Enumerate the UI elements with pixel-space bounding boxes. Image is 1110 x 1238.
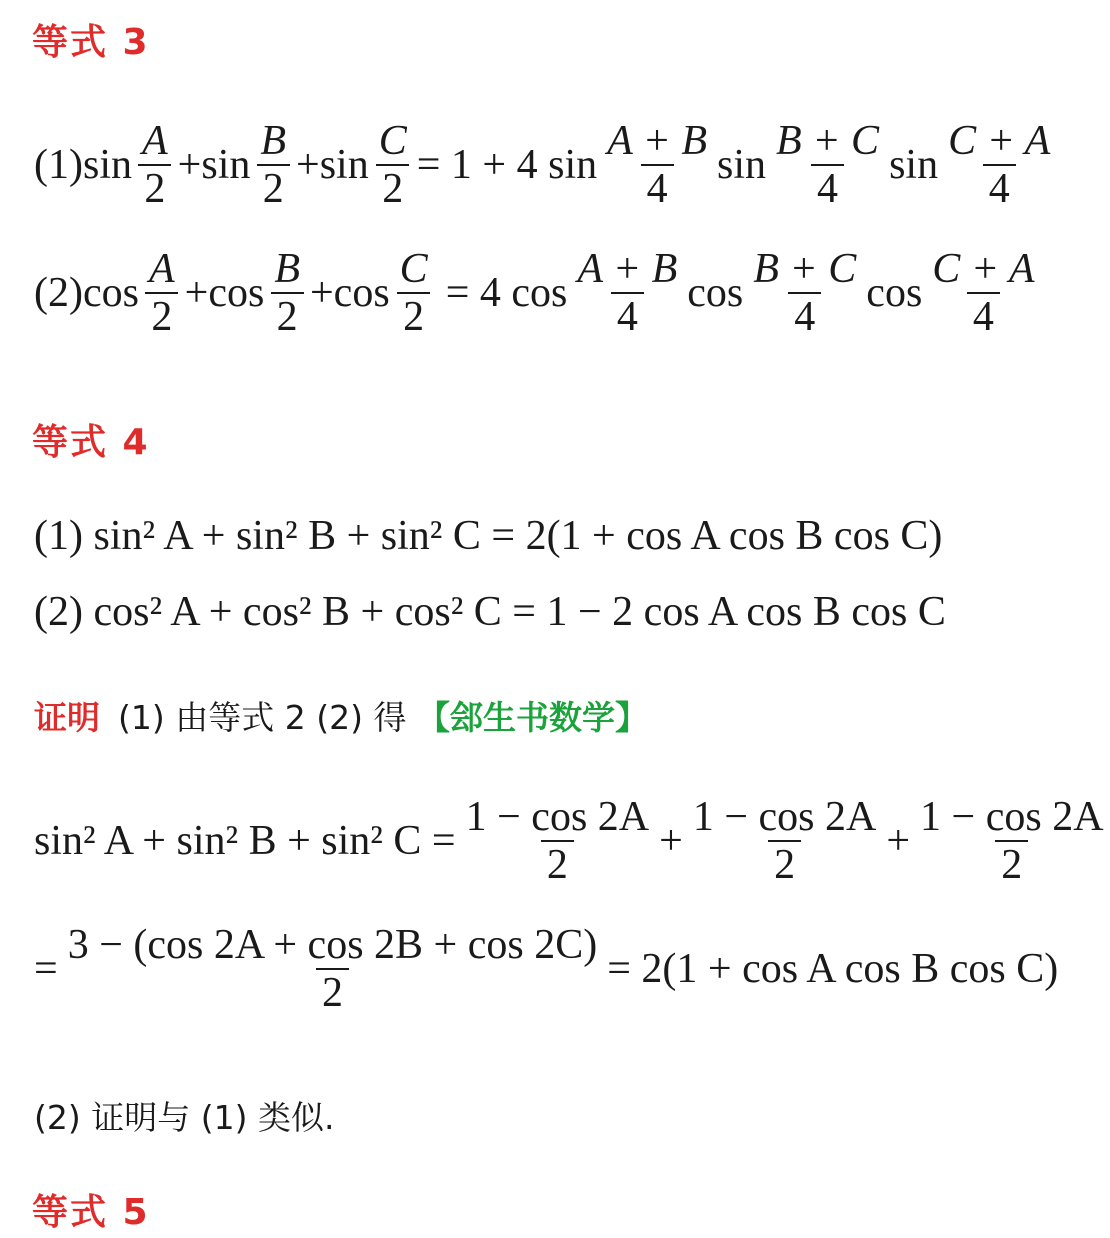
frac-1-cos2a-over-2: $\frac{1 - \cos 2A}{2}$ xyxy=(692,794,877,889)
eq3-l2-fn3: cos xyxy=(333,270,390,317)
frac-ab-over-4: $\frac{A + B}{4}$ xyxy=(607,118,708,213)
plus-sign: + xyxy=(184,270,209,317)
frac-c-over-2: $\frac{C}{2}$ xyxy=(373,118,413,212)
eq3-l1-fn5: sin xyxy=(889,142,939,189)
frac-ca-over-4: $\frac{C + A}{4}$ xyxy=(932,246,1035,341)
proof-lhs: sin² A + sin² B + sin² C = xyxy=(34,818,456,865)
frac-1-cos2a-over-2: $\frac{1 - \cos 2A}{2}$ xyxy=(920,794,1104,889)
plus-sign: + xyxy=(309,270,334,317)
proof-line-2 xyxy=(34,922,1059,1017)
eq3-l1-fn3: sin xyxy=(319,142,369,189)
plus-sign: + xyxy=(296,142,320,189)
eq3-line-1 xyxy=(34,118,1050,212)
frac-sum-over-2: $\frac{3 - (\cos 2A + \cos 2B + \cos 2C)}{2}$ xyxy=(67,922,598,1017)
heading-eq5: 等式 5 xyxy=(32,1192,150,1233)
watermark-label: 【郐生书数学】 xyxy=(416,698,648,737)
frac-a-over-2: $\frac{A}{2}$ xyxy=(136,118,174,212)
heading-eq3: 等式 3 xyxy=(32,22,150,63)
proof-label: 证明 xyxy=(34,698,100,737)
eq3-l2-label: (2) xyxy=(34,270,83,317)
eq3-l2-rhs: = 4 cos xyxy=(445,270,568,317)
plus-sign: + xyxy=(177,142,202,189)
eq3-l2-fn1: cos xyxy=(82,270,139,317)
eq3-l2-fn4: cos xyxy=(687,270,744,317)
plus-sign: + xyxy=(886,818,911,865)
heading-eq4: 等式 4 xyxy=(32,422,150,463)
frac-1-cos2a-over-2: $\frac{1 - \cos 2A}{2}$ xyxy=(465,794,650,889)
frac-b-over-2: $\frac{B}{2}$ xyxy=(254,118,292,212)
plus-sign: + xyxy=(659,818,683,865)
proof-l2-rhs: = 2(1 + cos A cos B cos C) xyxy=(607,946,1059,993)
eq3-l2-fn2: cos xyxy=(208,270,265,317)
frac-ca-over-4: $\frac{C + A}{4}$ xyxy=(948,118,1051,213)
eq4-l2-text: (2) cos² A + cos² B + cos² C = 1 − 2 cos A cos B cos C xyxy=(34,589,946,635)
eq4-l1-text: (1) sin² A + sin² B + sin² C = 2(1 + cos A cos B cos C) xyxy=(34,513,943,559)
proof-text: (1) 由等式 2 (2) 得 xyxy=(118,698,407,737)
eq3-l1-rhs: = 1 + 4 sin xyxy=(416,142,598,189)
eq3-l1-fn2: sin xyxy=(201,142,251,189)
proof-intro xyxy=(34,692,648,739)
proof-l2-prefix: = xyxy=(34,946,58,993)
eq3-l1-fn4: sin xyxy=(717,142,767,189)
frac-bc-over-4: $\frac{B + C}{4}$ xyxy=(753,246,857,341)
frac-c-over-2: $\frac{C}{2}$ xyxy=(394,246,434,340)
proof-note: (2) 证明与 (1) 类似. xyxy=(34,1098,335,1137)
frac-a-over-2: $\frac{A}{2}$ xyxy=(143,246,181,340)
eq4-line-2 xyxy=(34,588,1050,636)
eq3-line-2 xyxy=(34,246,1050,340)
eq3-l2-fn5: cos xyxy=(866,270,923,317)
eq4-line-1 xyxy=(34,512,1050,560)
eq3-l1-fn1: sin xyxy=(82,142,132,189)
frac-bc-over-4: $\frac{B + C}{4}$ xyxy=(776,118,880,213)
eq3-l1-label: (1) xyxy=(34,142,83,189)
frac-b-over-2: $\frac{B}{2}$ xyxy=(268,246,306,340)
proof-line-1 xyxy=(34,794,1104,889)
frac-ab-over-4: $\frac{A + B}{4}$ xyxy=(577,246,678,341)
